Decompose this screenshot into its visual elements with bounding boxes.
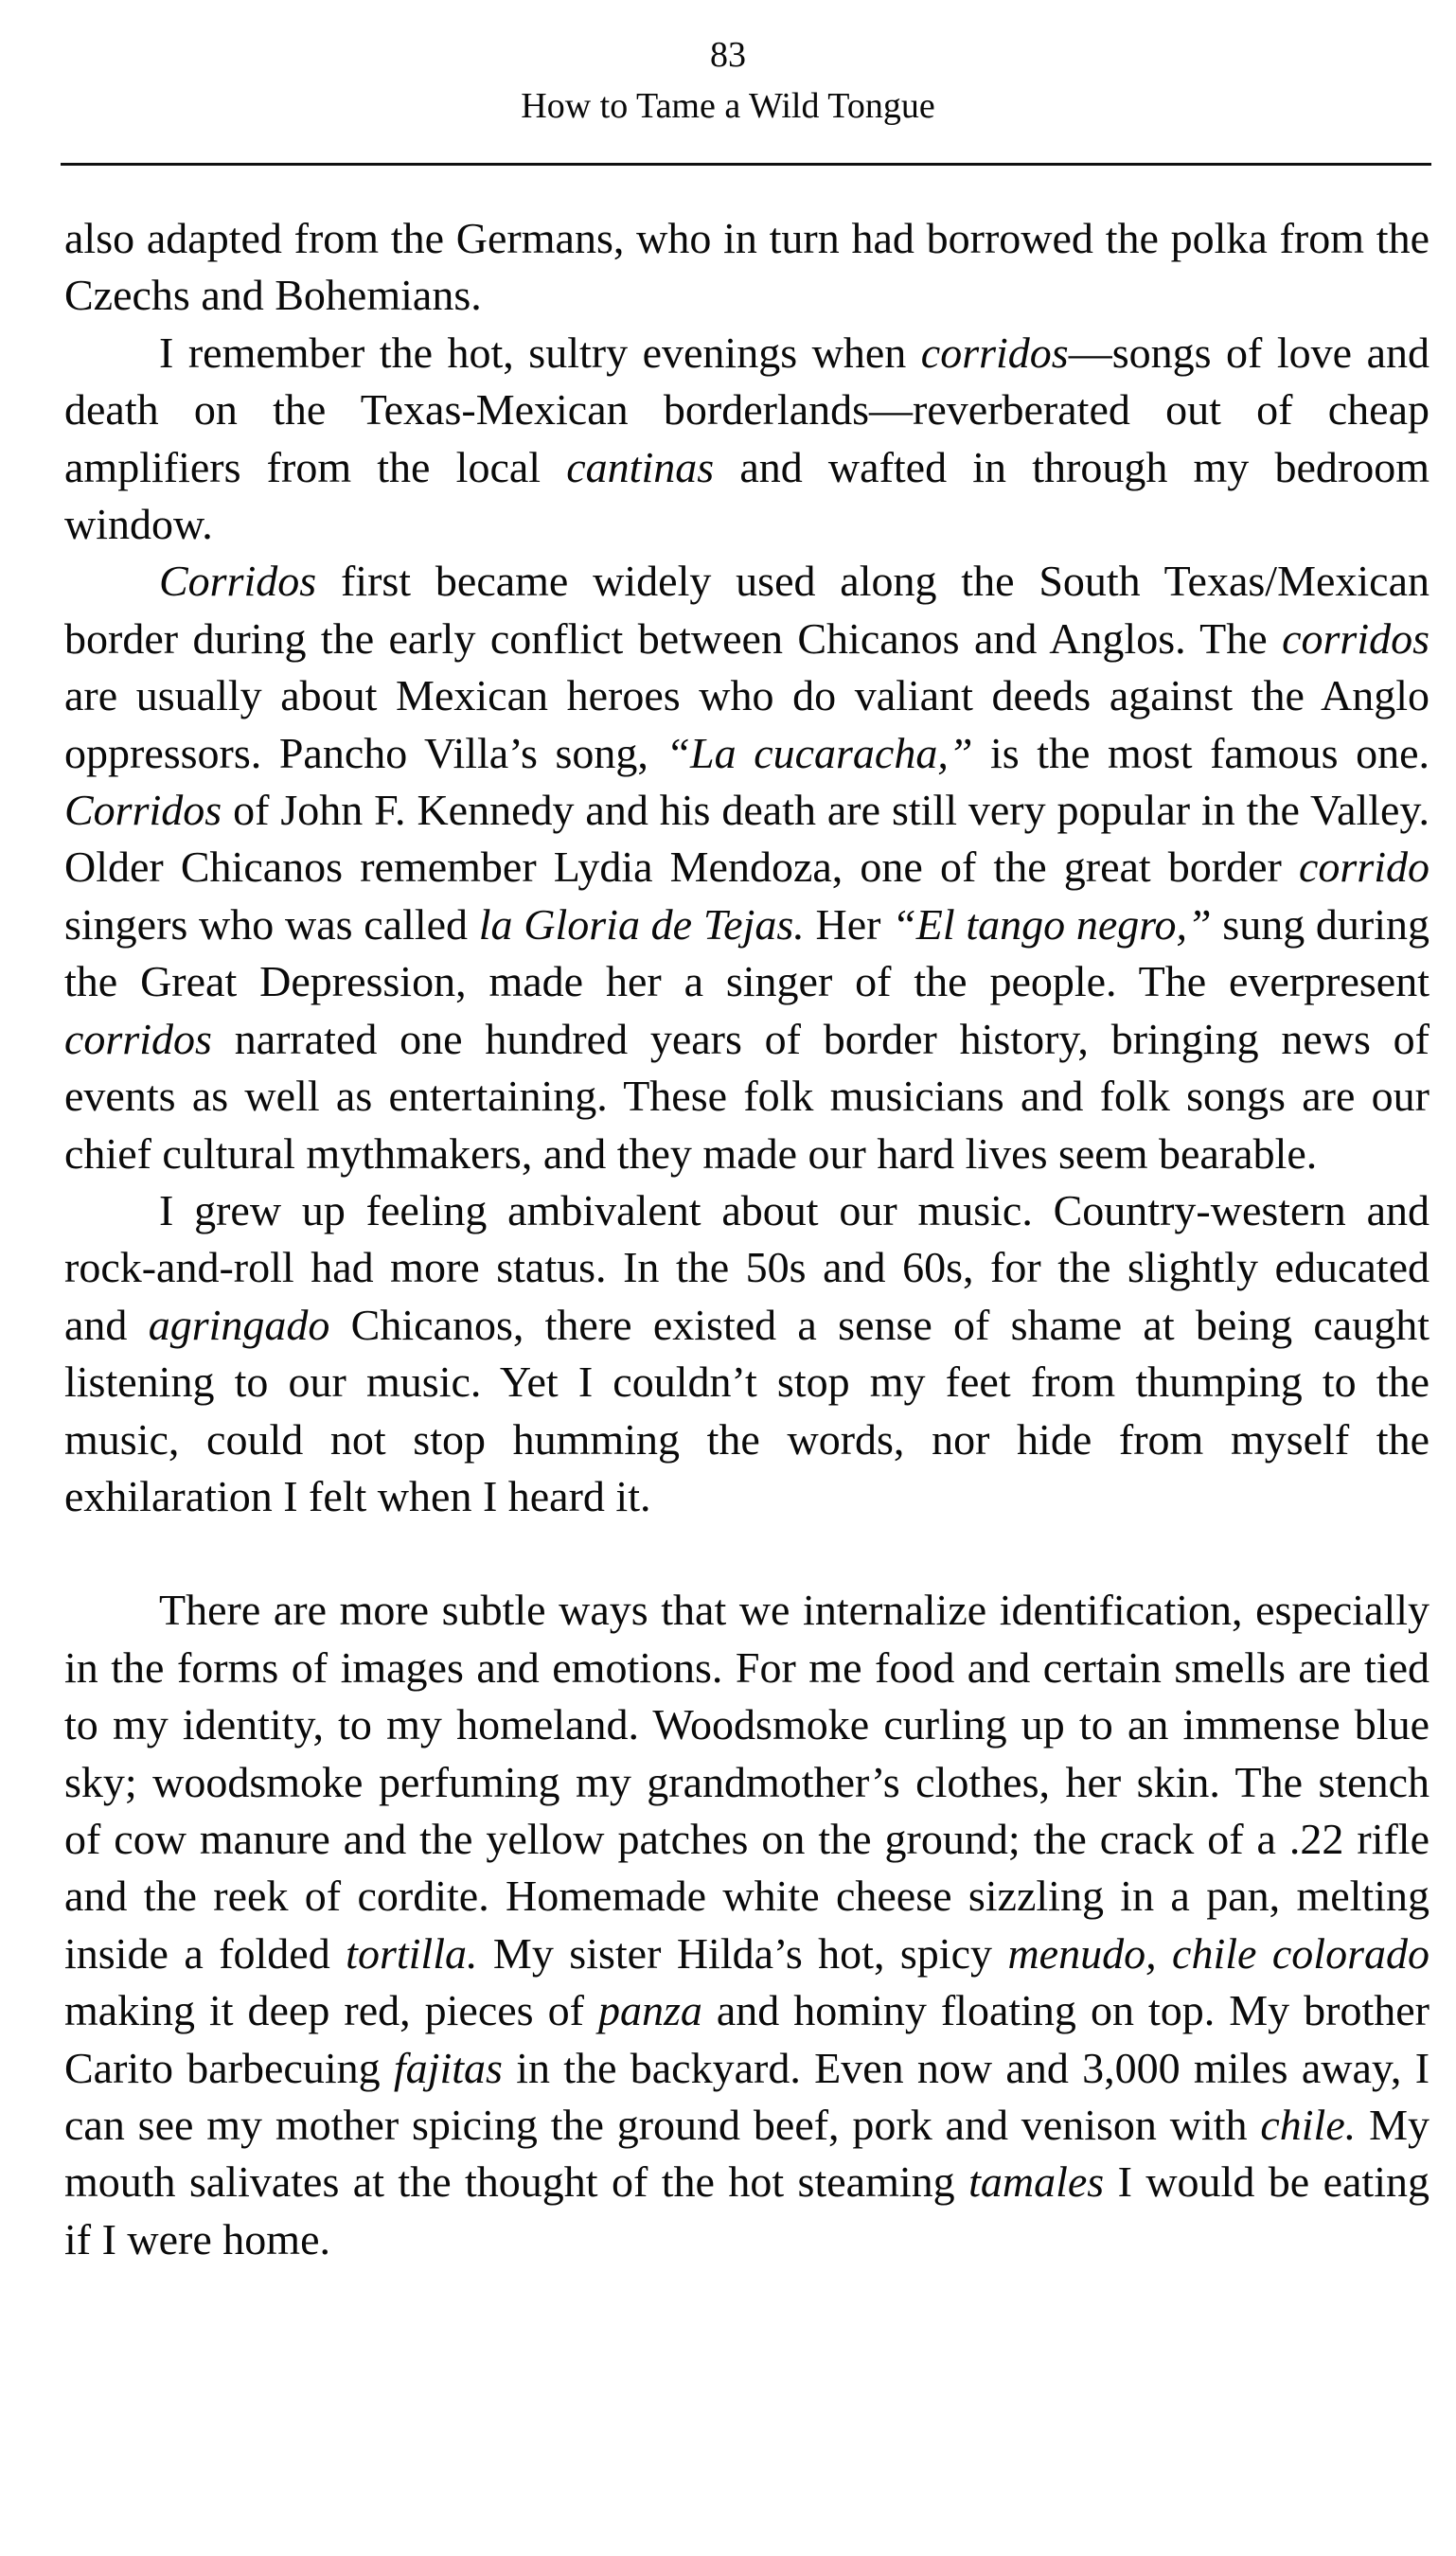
text-run: of John F. Kennedy and his death are still very popular in the Valley. Older Chicanos remember Lydia Mendoza, one of the great border	[64, 786, 1429, 892]
text-run: —songs of love and death on the Texas-Mexican borderlands—reverberated out of cheap amplifiers from the local	[64, 328, 1429, 491]
italic-run: chile.	[1260, 2101, 1357, 2149]
text-run: in the backyard. Even now and 3,000 miles away, I can see my mother spicing the ground beef, pork and venison with	[64, 2043, 1430, 2149]
text-run: I remember the hot, sultry evenings when	[159, 328, 921, 377]
paragraph-continued	[64, 210, 1429, 325]
text-run: and wafted in through my bedroom window.	[64, 442, 1429, 549]
italic-run: menudo, chile colorado	[1007, 1928, 1429, 1978]
running-head-title: How to Tame a Wild Tongue	[521, 86, 935, 126]
text-run: making it deep red, pieces of	[64, 1986, 598, 2035]
italic-run: la Gloria de Tejas.	[478, 899, 805, 949]
text-run: My mouth salivates at the thought of the hot steaming	[64, 2101, 1430, 2207]
italic-run: tortilla.	[346, 1928, 478, 1978]
italic-run: Corridos	[159, 557, 317, 606]
italic-run: agringado	[148, 1300, 330, 1349]
text-run: are usually about Mexican heroes who do valiant deeds against the Anglo oppressors. Pancho Villa’s song,	[64, 671, 1429, 777]
italic-run: corridos	[1282, 613, 1429, 663]
text-run: and hominy floating on top. My brother Carito barbecuing	[64, 1986, 1429, 2092]
text-run: is the most famous one.	[972, 728, 1429, 777]
italic-run: “La cucaracha,”	[666, 728, 973, 777]
text-run: Chicanos, there existed a sense of shame at being caught listening to our music. Yet I couldn’t stop my feet from thumping to the music, could not stop humming the words, nor hide from myself the exhilaration I felt when I heard it.	[64, 1300, 1429, 1520]
italic-run: Corridos	[64, 786, 222, 835]
italic-run: panza	[597, 1986, 702, 2035]
text-run: narrated one hundred years of border history, bringing news of events as well as entertaining. These folk musicians and folk songs are our chief cultural mythmakers, and they made our hard lives seem bearable.	[64, 1014, 1429, 1178]
italic-run: “El tango negro,”	[892, 899, 1212, 949]
text-run: first became widely used along the South Texas/​Mexican border during the early conflict between Chicanos and Anglos. The	[64, 557, 1429, 663]
text-run: also adapted from the Germans, who in turn had borrowed the polka from the Czechs and Bohemians.	[64, 214, 1429, 320]
italic-run: corridos	[920, 328, 1069, 377]
text-run: singers who was called	[64, 899, 479, 949]
italic-run: fajitas	[393, 2043, 503, 2092]
italic-run: corrido	[1299, 843, 1429, 892]
text-run: sung during the Great Depression, made her a singer of the people. The everpresent	[64, 899, 1430, 1006]
italic-run: tamales	[968, 2157, 1105, 2207]
paragraph-ambivalence	[64, 1182, 1429, 1525]
paragraph-corridos-memory	[64, 325, 1429, 554]
italic-run: cantinas	[566, 442, 715, 491]
body-text	[64, 210, 1429, 2268]
text-run: Her	[804, 899, 893, 949]
text-run: I would be eating if I were home.	[64, 2157, 1429, 2263]
header-rule	[61, 163, 1431, 166]
page-number: 83	[710, 35, 746, 75]
italic-run: corridos	[64, 1014, 212, 1063]
paragraph-food-smells	[64, 1582, 1429, 2268]
text-run: My sister Hilda’s hot, spicy	[477, 1928, 1008, 1978]
text-run: There are more subtle ways that we internalize identification, especially in the forms of images and emotions. For me food and certain smells are tied to my identity, to my homeland. Woodsmoke curling up to an immense blue sky; woodsmoke perfuming my grandmother’s clothes, her skin. The stench of cow manure and the yellow patches on the ground; the crack of a .22 rifle and the reek of cordite. Homemade white cheese sizzling in a pan, melting inside a folded	[64, 1586, 1429, 1978]
text-run: I grew up feeling ambivalent about our music. Country-western and rock-and-roll had more status. In the 50s and 60s, for the slightly educated and	[64, 1185, 1429, 1349]
paragraph-corridos-history	[64, 553, 1429, 1181]
